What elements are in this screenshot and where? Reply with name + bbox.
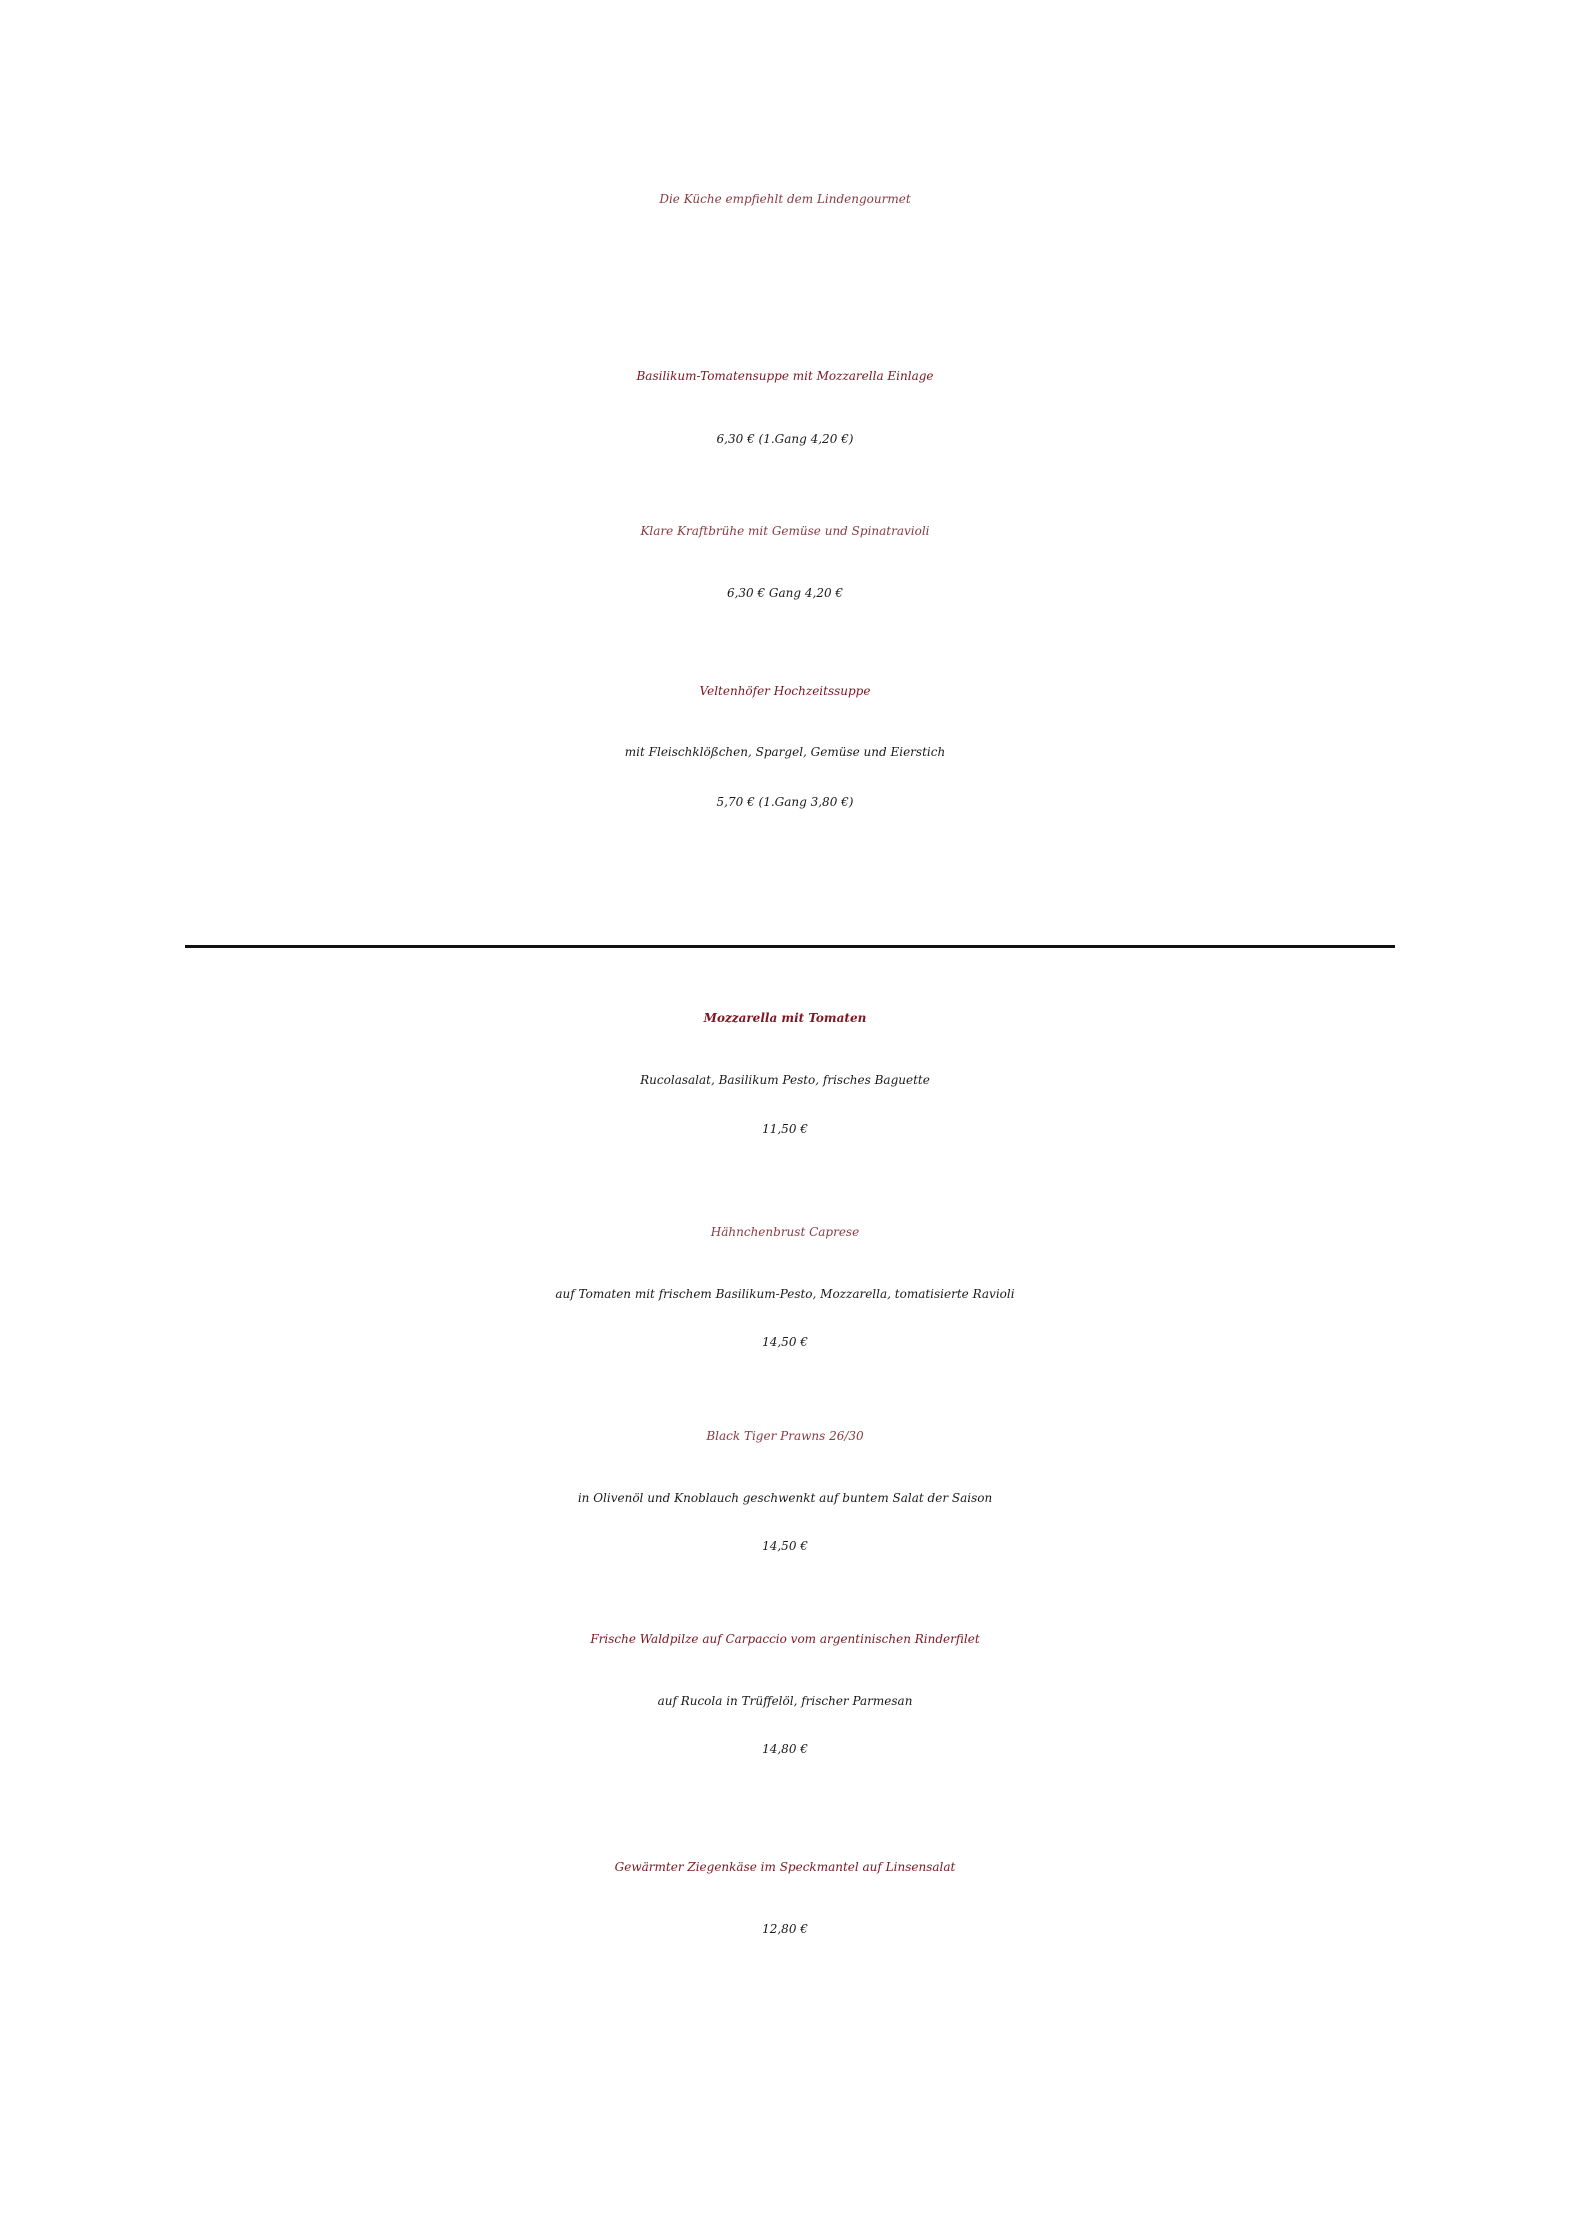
dish-price: 11,50 € bbox=[762, 1122, 808, 1136]
dish-name: Klare Kraftbrühe mit Gemüse und Spinatravioli bbox=[640, 524, 930, 538]
dish-price: 12,80 € bbox=[762, 1922, 808, 1936]
dish-description: auf Rucola in Trüffelöl, frischer Parmesan bbox=[657, 1694, 913, 1708]
section-divider bbox=[185, 945, 1395, 948]
dish-description: in Olivenöl und Knoblauch geschwenkt auf buntem Salat der Saison bbox=[577, 1491, 993, 1505]
dish-name: Frische Waldpilze auf Carpaccio vom argentinischen Rinderfilet bbox=[590, 1632, 980, 1646]
dish-price: 5,70 € (1.Gang 3,80 €) bbox=[716, 795, 854, 809]
dish-price: 14,50 € bbox=[762, 1335, 808, 1349]
page-title: Die Küche empfiehlt dem Lindengourmet bbox=[659, 192, 911, 206]
dish-description: mit Fleischklößchen, Spargel, Gemüse und Eierstich bbox=[624, 745, 946, 759]
dish-description: auf Tomaten mit frischem Basilikum-Pesto, Mozzarella, tomatisierte Ravioli bbox=[555, 1287, 1015, 1301]
dish-name: Basilikum-Tomatensuppe mit Mozzarella Einlage bbox=[636, 369, 934, 383]
dish-name: Mozzarella mit Tomaten bbox=[703, 1011, 867, 1025]
dish-name: Gewärmter Ziegenkäse im Speckmantel auf Linsensalat bbox=[614, 1860, 956, 1874]
dish-price: 6,30 € Gang 4,20 € bbox=[726, 586, 844, 600]
dish-description: Rucolasalat, Basilikum Pesto, frisches Baguette bbox=[640, 1073, 930, 1087]
dish-name: Black Tiger Prawns 26/30 bbox=[706, 1429, 864, 1443]
dish-price: 6,30 € (1.Gang 4,20 €) bbox=[716, 432, 854, 446]
dish-price: 14,80 € bbox=[762, 1742, 808, 1756]
dish-name: Hähnchenbrust Caprese bbox=[710, 1225, 860, 1239]
dish-price: 14,50 € bbox=[762, 1539, 808, 1553]
dish-name: Veltenhöfer Hochzeitssuppe bbox=[699, 684, 871, 698]
